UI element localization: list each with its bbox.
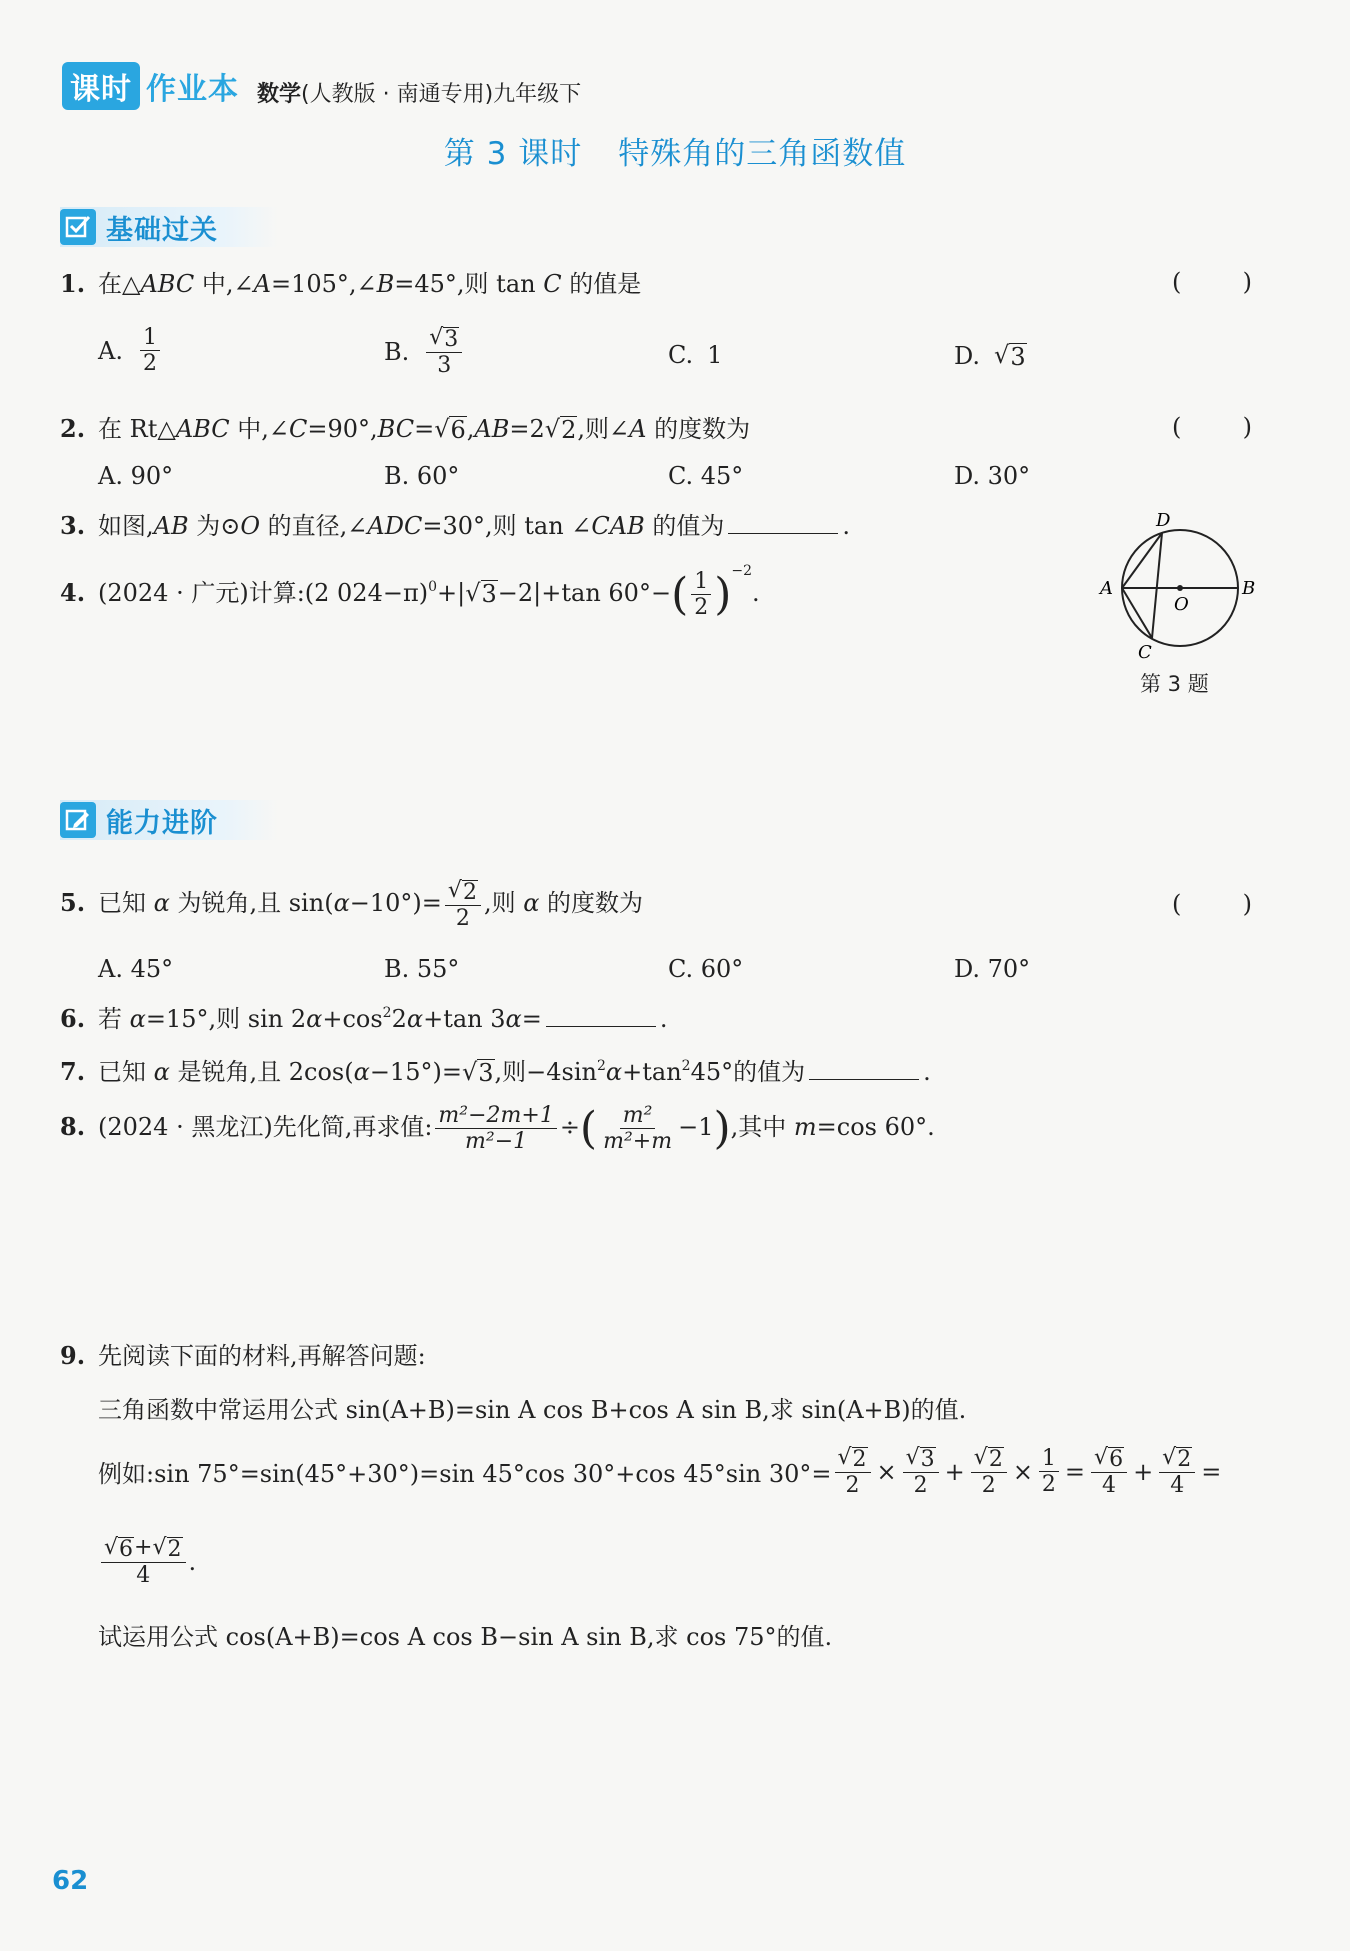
q-text: =cos 60°. xyxy=(816,1113,935,1142)
q-var: CAB xyxy=(591,512,645,540)
label-o: O xyxy=(1174,594,1189,615)
question-1 xyxy=(60,268,641,300)
q-text: 在△ xyxy=(98,270,141,298)
example-fraction xyxy=(903,1445,939,1498)
denominator: 4 xyxy=(1170,1473,1185,1499)
option-d xyxy=(954,341,1027,370)
q-text: , xyxy=(466,415,475,443)
answer-bracket: ( ) xyxy=(1172,413,1252,441)
numerator: √ 6 + √ 2 xyxy=(101,1535,186,1563)
q-text: −15°)= xyxy=(369,1058,462,1086)
option-b xyxy=(384,325,465,378)
q-text: ,其中 xyxy=(730,1113,794,1142)
option-b: B. 55° xyxy=(384,955,460,983)
label-d: D xyxy=(1156,510,1171,531)
q-text: 的值为 xyxy=(644,512,725,540)
q-var: ABC xyxy=(140,270,195,298)
numerator: m²−2m+1 xyxy=(435,1103,556,1129)
edition: (人教版 · 南通专用)九年级下 xyxy=(301,82,582,107)
q-text: 的度数为 xyxy=(539,889,644,918)
answer-bracket: ( ) xyxy=(1172,890,1252,918)
radicand: 2 xyxy=(988,1447,1003,1472)
numerator: 1 xyxy=(1039,1446,1059,1472)
q-var: A xyxy=(253,270,271,298)
section-advanced xyxy=(60,800,278,840)
question-number: 4. xyxy=(60,578,86,607)
lesson-name: 特殊角的三角函数值 xyxy=(618,136,907,172)
q-var: C xyxy=(543,270,562,298)
radicand: 2 xyxy=(852,1447,867,1472)
q-text: . xyxy=(842,512,851,540)
numerator: √ 6 xyxy=(1091,1445,1127,1473)
option-c: C. 45° xyxy=(668,462,744,490)
example-fraction xyxy=(835,1445,871,1498)
answer-blank xyxy=(546,1026,656,1027)
option-c xyxy=(668,341,722,369)
q-text: =2 xyxy=(509,415,545,443)
q-var: α xyxy=(306,1005,323,1033)
exponent: −2 xyxy=(731,563,753,579)
q-var: B xyxy=(376,270,395,298)
example-terms xyxy=(832,1445,1225,1498)
q-text: +cos xyxy=(322,1005,383,1033)
lesson-title xyxy=(0,128,1350,173)
radicand: 3 xyxy=(444,327,459,352)
fraction xyxy=(101,1535,186,1588)
q-text: 为⊙ xyxy=(188,512,241,540)
option-label: A. xyxy=(98,336,123,365)
q-text: 在 Rt△ xyxy=(98,415,176,443)
q-text: −2|+tan 60°− xyxy=(497,579,672,607)
q-var: α xyxy=(153,1058,170,1086)
q-var: α xyxy=(353,1058,370,1086)
q-text: . xyxy=(659,1005,668,1033)
option-d: D. 70° xyxy=(954,955,1031,983)
numerator: √ 2 xyxy=(835,1445,871,1473)
q-text: −1 xyxy=(678,1113,714,1142)
option-d: D. 30° xyxy=(954,462,1031,490)
q-var: C xyxy=(288,415,308,443)
q-text: +tan 3 xyxy=(423,1005,506,1033)
q-text: ,则−4sin xyxy=(494,1058,597,1086)
q-text: ÷ xyxy=(559,1113,580,1142)
q9-material-line: 三角函数中常运用公式 sin(A+B)=sin A cos B+cos A sin B,求 sin(A+B)的值. xyxy=(98,1396,967,1424)
example-operator: + xyxy=(944,1457,965,1486)
q-var: ABC xyxy=(175,415,230,443)
numerator: 1 xyxy=(691,569,711,595)
fraction xyxy=(445,878,481,931)
radicand: 2 xyxy=(462,880,477,905)
question-number: 8. xyxy=(60,1112,86,1142)
question-number: 7. xyxy=(60,1057,86,1086)
label-c: C xyxy=(1138,642,1152,663)
q-var: O xyxy=(240,512,261,540)
question-number: 2. xyxy=(60,414,86,443)
q-text: . xyxy=(752,579,760,607)
q-text: −10°)= xyxy=(349,889,442,918)
fraction xyxy=(435,1103,556,1155)
q-text: (2024 · 黑龙江)先化简,再求值: xyxy=(98,1113,433,1142)
q9-example-result xyxy=(98,1535,196,1588)
denominator: m²−1 xyxy=(465,1129,528,1155)
q-text: + xyxy=(134,1535,153,1560)
q-text: =45°,则 tan xyxy=(394,270,544,298)
label-b: B xyxy=(1242,578,1256,599)
fraction xyxy=(600,1103,675,1155)
q-text: ,则∠ xyxy=(577,415,630,443)
denominator: 2 xyxy=(981,1473,996,1499)
book-header xyxy=(62,62,581,110)
fraction xyxy=(140,325,160,377)
q-text: =105°,∠ xyxy=(270,270,377,298)
q-var: α xyxy=(523,889,540,918)
numerator: 1 xyxy=(140,325,160,351)
q-text: +| xyxy=(437,579,466,607)
option-a: A. 45° xyxy=(98,955,174,983)
q-var: BC xyxy=(377,415,415,443)
q-var: AB xyxy=(474,415,510,443)
radicand: 6 xyxy=(450,416,466,444)
example-operator: = xyxy=(1201,1457,1222,1486)
q-text: = xyxy=(521,1005,542,1033)
question-6 xyxy=(60,1003,667,1035)
example-operator: + xyxy=(1133,1457,1154,1486)
example-fraction xyxy=(1159,1445,1195,1498)
sqrt: √ 3 xyxy=(994,341,1026,371)
denominator: 2 xyxy=(913,1473,928,1499)
option-b: B. 60° xyxy=(384,462,460,490)
example-fraction xyxy=(1039,1446,1059,1498)
numerator: √ 2 xyxy=(1159,1445,1195,1473)
q-text: 是锐角,且 2cos( xyxy=(169,1058,354,1086)
example-operator: = xyxy=(1064,1457,1086,1486)
q-text: =90°, xyxy=(307,415,378,443)
denominator: 2 xyxy=(694,595,709,620)
question-number: 3. xyxy=(60,511,86,540)
brand-badge: 课时 xyxy=(62,62,140,110)
radicand: 2 xyxy=(167,1537,182,1562)
numerator: √ 3 xyxy=(903,1445,939,1473)
q9-task: 试运用公式 cos(A+B)=cos A cos B−sin A sin B,求 cos 75°的值. xyxy=(98,1623,833,1651)
q-text: 例如:sin 75°=sin(45°+30°)=sin 45°cos 30°+cos 45°sin 30°= xyxy=(98,1460,832,1489)
option-label: D. xyxy=(954,341,981,370)
exponent: 0 xyxy=(428,579,438,595)
q-var: AB xyxy=(153,512,189,540)
numerator: √ 2 xyxy=(971,1445,1007,1473)
denominator: m²+m xyxy=(603,1129,673,1155)
radicand: 3 xyxy=(1010,343,1026,371)
subject: 数学 xyxy=(257,82,302,107)
q-var: α xyxy=(129,1005,146,1033)
numerator: √ 3 xyxy=(426,325,462,353)
denominator: 4 xyxy=(136,1563,151,1589)
radicand: 2 xyxy=(1177,1447,1192,1472)
option-a xyxy=(98,325,163,377)
fraction xyxy=(426,325,462,378)
question-3 xyxy=(60,510,850,542)
q-text: =30°,则 tan ∠ xyxy=(422,512,592,540)
question-number: 1. xyxy=(60,269,86,298)
q-text: 的直径,∠ xyxy=(260,512,368,540)
q-var: ADC xyxy=(367,512,423,540)
q-var: α xyxy=(505,1005,522,1033)
q-var: α xyxy=(153,889,170,918)
q-var: A xyxy=(629,415,647,443)
answer-blank xyxy=(728,533,838,534)
q-text: ,则 xyxy=(483,889,524,918)
numerator: √ 2 xyxy=(445,878,481,906)
example-fraction xyxy=(971,1445,1007,1498)
exponent: 2 xyxy=(681,1058,691,1074)
q-text: 的值是 xyxy=(561,270,642,298)
question-5 xyxy=(60,878,643,931)
q-text: 中,∠ xyxy=(194,270,254,298)
exponent: 2 xyxy=(382,1005,392,1021)
brand-logo xyxy=(62,62,239,110)
q9-example xyxy=(98,1445,1224,1498)
q-text: 已知 xyxy=(98,1058,154,1086)
radicand: 2 xyxy=(561,416,577,444)
denominator: 3 xyxy=(437,353,452,379)
numerator: m² xyxy=(620,1103,656,1129)
q-text: 为锐角,且 sin( xyxy=(169,889,334,918)
question-number: 9. xyxy=(60,1341,86,1370)
option-c: C. 60° xyxy=(668,955,744,983)
question-number: 5. xyxy=(60,888,86,918)
radicand: 3 xyxy=(920,1447,935,1472)
q-var: α xyxy=(605,1058,623,1086)
example-operator: × xyxy=(1012,1457,1033,1486)
label-a: A xyxy=(1100,578,1113,599)
question-4: 4. (2024 · 广元)计算:(2 024−π)$^0$+| √ 3 −2|+tan 60°−( $\frac{1}{2}$ )$^{-2}$. xyxy=(60,563,760,620)
denominator: 2 xyxy=(142,351,157,377)
radicand: 6 xyxy=(1109,1447,1124,1472)
denominator: 2 xyxy=(1041,1472,1056,1498)
option-value: 1 xyxy=(707,341,723,369)
section-basic-label: 基础过关 xyxy=(106,214,218,246)
q-text: 45°的值为 xyxy=(690,1058,806,1086)
question-8: 8. (2024 · 黑龙江)先化简,再求值: $\frac{\text{m²−2m+1}}{\text{m²−1}}$ ÷( $\frac{\text{m²}}{\text{m²+m}}$ −1),其中 m=cos 60°. xyxy=(60,1102,935,1155)
exponent: 2 xyxy=(596,1058,606,1074)
q-var: α xyxy=(333,889,350,918)
q-text: 如图, xyxy=(98,512,154,540)
denominator: 4 xyxy=(1102,1473,1117,1499)
example-fraction xyxy=(1091,1445,1127,1498)
q-text: +tan xyxy=(622,1058,682,1086)
brand-name: 作业本 xyxy=(146,72,239,107)
option-label: C. xyxy=(668,341,694,369)
radicand: 3 xyxy=(481,580,497,608)
q-text: 先阅读下面的材料,再解答问题: xyxy=(98,1342,426,1370)
answer-bracket: ( ) xyxy=(1172,268,1252,296)
q-text: 的度数为 xyxy=(646,415,751,443)
q-text: = xyxy=(414,415,435,443)
fraction xyxy=(691,569,711,621)
q-text: =15°,则 sin 2 xyxy=(145,1005,307,1033)
question-7: 7. 已知 α 是锐角,且 2cos(α−15°)= √ 3 ,则$-4\sin^2\alpha+\tan^245^\circ$的值为 . xyxy=(60,1057,931,1087)
q-text: 2 xyxy=(391,1005,407,1033)
q-text: . xyxy=(923,1058,931,1086)
question-9 xyxy=(60,1340,426,1372)
checkmark-icon xyxy=(60,209,96,245)
q-text: 中,∠ xyxy=(229,415,289,443)
q-text: 若 xyxy=(98,1005,130,1033)
denominator: 2 xyxy=(455,906,470,932)
radicand: 3 xyxy=(478,1059,494,1087)
answer-blank xyxy=(809,1079,919,1080)
option-label: B. xyxy=(384,337,410,366)
book-info xyxy=(257,77,581,108)
pencil-icon xyxy=(60,802,96,838)
page-number: 62 xyxy=(52,1866,89,1896)
denominator: 2 xyxy=(845,1473,860,1499)
example-operator: × xyxy=(876,1457,897,1486)
q-text: . xyxy=(188,1547,197,1576)
section-advanced-label: 能力进阶 xyxy=(106,807,218,839)
section-basic xyxy=(60,207,278,247)
figure-caption: 第 3 题 xyxy=(1140,672,1209,696)
q-var: m xyxy=(793,1113,817,1142)
radicand: 6 xyxy=(119,1537,134,1562)
question-number: 6. xyxy=(60,1004,86,1033)
q-text: (2024 · 广元)计算:(2 024−π) xyxy=(98,579,429,607)
q-text: 已知 xyxy=(98,889,154,918)
option-a: A. 90° xyxy=(98,462,174,490)
question-2: 2. 在 Rt△ABC 中,∠C=90°,BC= √ 6 ,AB=2 √ 2 ,则∠A 的度数为 xyxy=(60,414,751,444)
lesson-number: 第 3 课时 xyxy=(443,136,583,172)
q-var: α xyxy=(406,1005,424,1033)
